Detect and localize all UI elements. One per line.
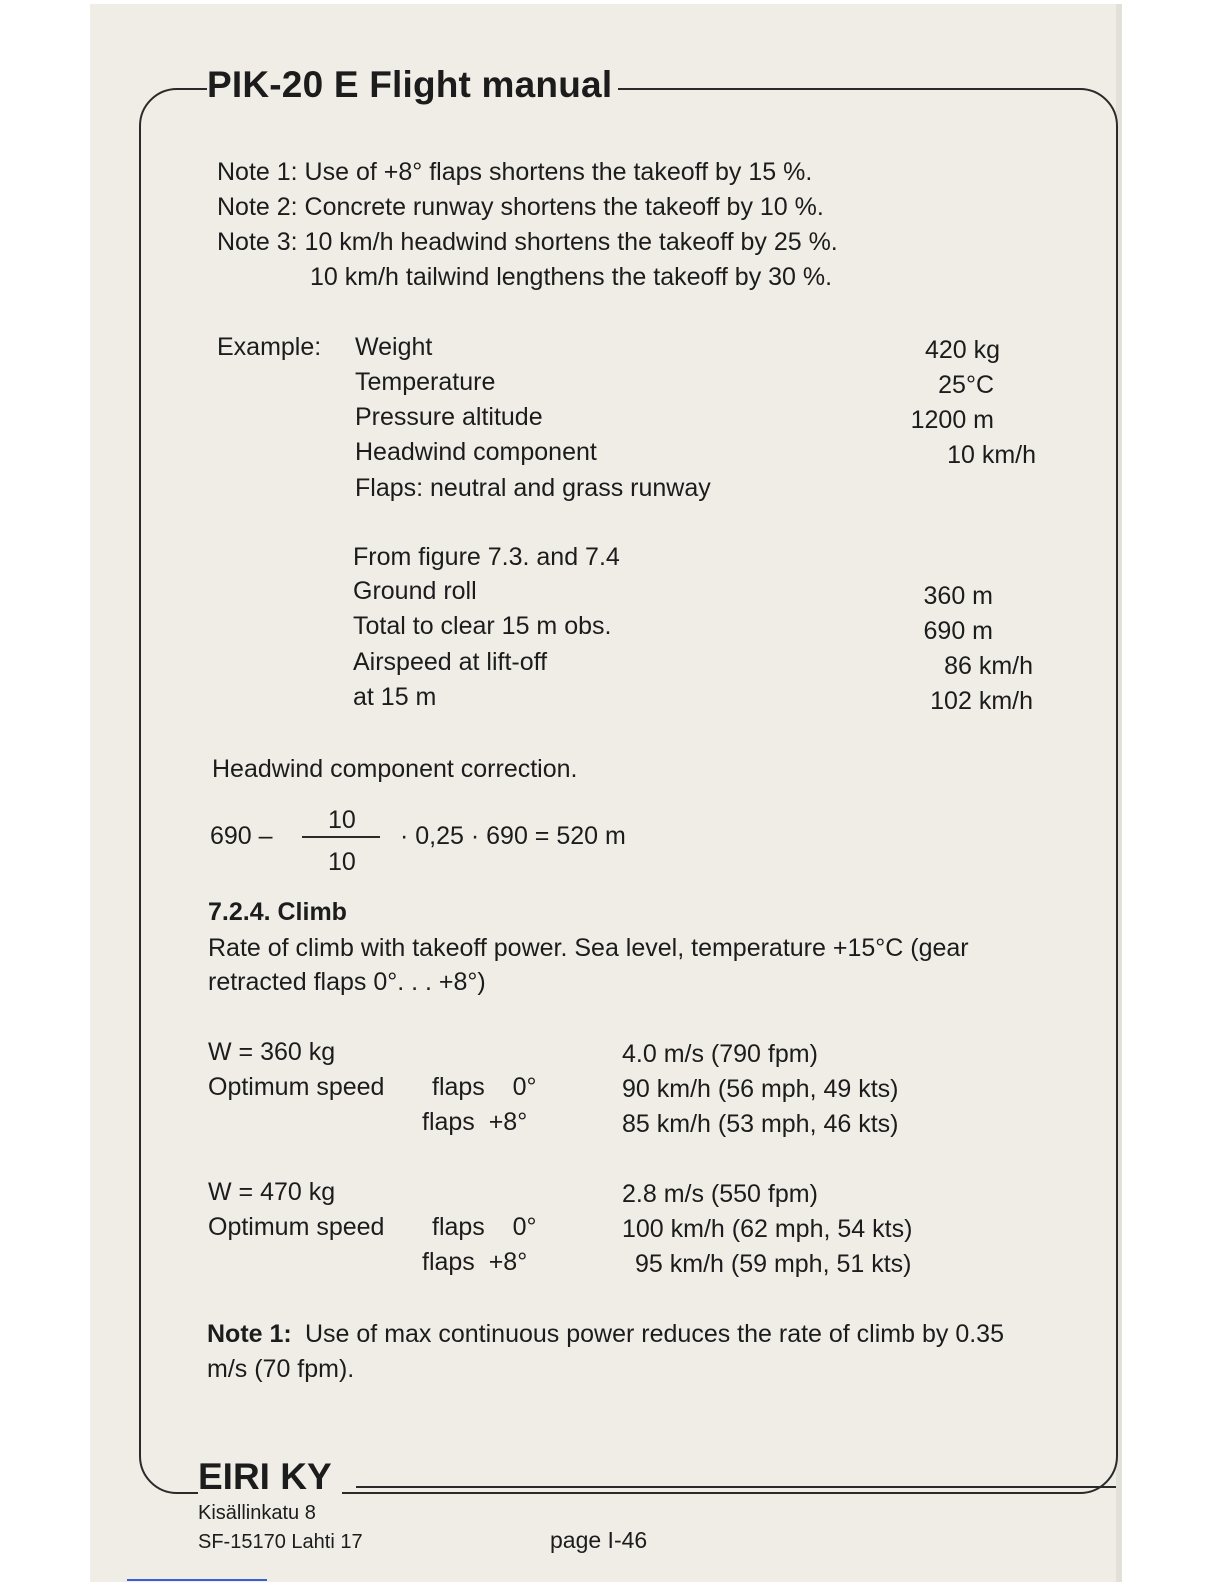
correction-denominator: 10 bbox=[328, 848, 356, 876]
climb-speed8-360: 85 km/h (53 mph, 46 kts) bbox=[622, 1110, 899, 1138]
company-address-city: SF-15170 Lahti 17 bbox=[198, 1531, 363, 1553]
climb-weight-360: W = 360 kg bbox=[208, 1038, 336, 1066]
bottom-link-underline bbox=[127, 1579, 267, 1581]
climb-note-label: Note 1: bbox=[207, 1320, 292, 1348]
example-headwind-label: Headwind component bbox=[355, 438, 597, 466]
climb-optimum-speed-360: Optimum speed bbox=[208, 1073, 385, 1101]
correction-heading: Headwind component correction. bbox=[212, 755, 578, 783]
fraction-bar bbox=[302, 836, 380, 838]
climb-rate-470: 2.8 m/s (550 fpm) bbox=[622, 1180, 818, 1208]
page-number: page I-46 bbox=[550, 1527, 648, 1553]
climb-speed8-470: 95 km/h (59 mph, 51 kts) bbox=[635, 1250, 912, 1278]
example-flaps-label: Flaps: neutral and grass runway bbox=[355, 474, 711, 502]
airspeed-liftoff-label: Airspeed at lift-off bbox=[353, 648, 548, 676]
example-label: Example: bbox=[217, 333, 322, 361]
example-temperature-value: 25°C bbox=[938, 371, 994, 399]
example-altitude-label: Pressure altitude bbox=[355, 403, 543, 431]
correction-lhs: 690 – bbox=[210, 822, 273, 850]
airspeed-15m-value: 102 km/h bbox=[930, 687, 1033, 715]
total-clear-value: 690 m bbox=[923, 617, 993, 645]
climb-rate-360: 4.0 m/s (790 fpm) bbox=[622, 1040, 818, 1068]
example-weight-value: 420 kg bbox=[924, 336, 1000, 364]
example-headwind-value: 10 km/h bbox=[947, 441, 1036, 469]
climb-flaps0-360: flaps 0° bbox=[432, 1073, 537, 1101]
note-3-tailwind: 10 km/h tailwind lengthens the takeoff by 30 %. bbox=[310, 263, 833, 291]
from-figure-text: From figure 7.3. and 7.4 bbox=[353, 543, 620, 571]
climb-flaps8-470: flaps +8° bbox=[422, 1248, 528, 1276]
climb-heading: 7.2.4. Climb bbox=[208, 898, 347, 926]
page-title: PIK-20 E Flight manual bbox=[207, 64, 618, 106]
climb-intro-line2: retracted flaps 0°. . . +8°) bbox=[208, 968, 486, 996]
airspeed-liftoff-value: 86 km/h bbox=[944, 652, 1033, 680]
footer-rule bbox=[356, 1486, 1116, 1488]
climb-note-line2: m/s (70 fpm). bbox=[207, 1355, 355, 1383]
note-1: Note 1: Use of +8° flaps shortens the takeoff by 15 %. bbox=[217, 158, 813, 186]
company-name: EIRI KY bbox=[198, 1456, 342, 1498]
climb-speed0-470: 100 km/h (62 mph, 54 kts) bbox=[622, 1215, 913, 1243]
climb-note-line1: Use of max continuous power reduces the rate of climb by 0.35 bbox=[305, 1320, 1004, 1348]
note-2: Note 2: Concrete runway shortens the takeoff by 10 %. bbox=[217, 193, 824, 221]
example-altitude-value: 1200 m bbox=[910, 406, 994, 434]
page-frame bbox=[139, 88, 1118, 1494]
example-temperature-label: Temperature bbox=[355, 368, 496, 396]
climb-flaps0-470: flaps 0° bbox=[432, 1213, 537, 1241]
climb-intro-line1: Rate of climb with takeoff power. Sea level, temperature +15°C (gear bbox=[208, 934, 969, 962]
total-clear-label: Total to clear 15 m obs. bbox=[353, 612, 612, 640]
example-weight-label: Weight bbox=[355, 333, 433, 361]
note-3-headwind: Note 3: 10 km/h headwind shortens the takeoff by 25 %. bbox=[217, 228, 838, 256]
climb-speed0-360: 90 km/h (56 mph, 49 kts) bbox=[622, 1075, 899, 1103]
correction-rhs: · 0,25 · 690 = 520 m bbox=[400, 822, 626, 850]
airspeed-15m-label: at 15 m bbox=[353, 683, 437, 711]
climb-optimum-speed-470: Optimum speed bbox=[208, 1213, 385, 1241]
ground-roll-label: Ground roll bbox=[353, 577, 477, 605]
ground-roll-value: 360 m bbox=[923, 582, 993, 610]
climb-weight-470: W = 470 kg bbox=[208, 1178, 336, 1206]
company-address-street: Kisällinkatu 8 bbox=[198, 1502, 316, 1524]
climb-flaps8-360: flaps +8° bbox=[422, 1108, 528, 1136]
correction-numerator: 10 bbox=[328, 806, 356, 834]
